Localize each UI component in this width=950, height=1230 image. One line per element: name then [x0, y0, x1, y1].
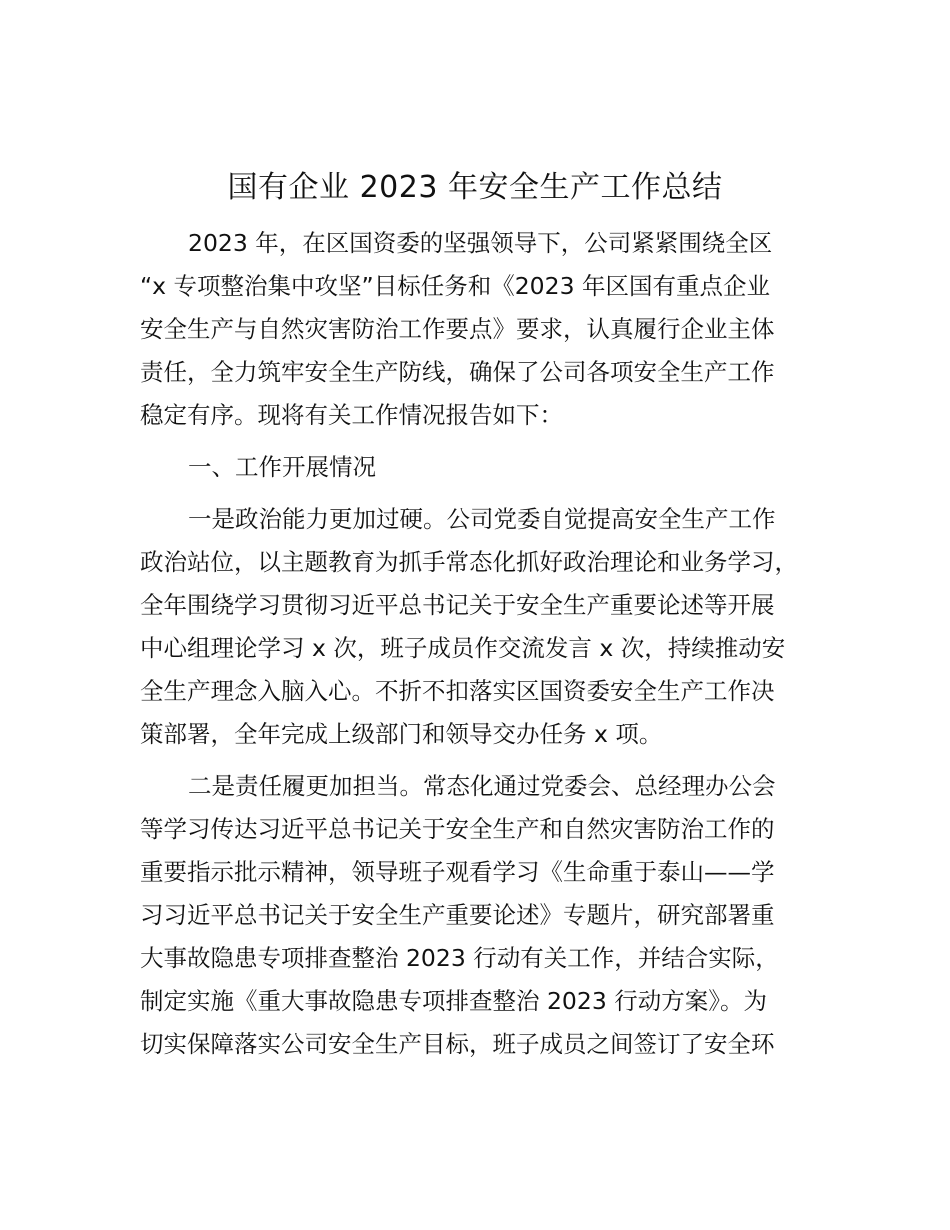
paragraph-line: 2023 年，在区国资委的坚强领导下，公司紧紧围绕全区	[188, 229, 773, 257]
paragraph-line: 二是责任履更加担当。常态化通过党委会、总经理办公会	[188, 772, 776, 800]
paragraph-line: “x 专项整治集中攻坚”目标任务和《2023 年区国有重点企业	[140, 272, 771, 300]
paragraph-line: 稳定有序。现将有关工作情况报告如下：	[140, 401, 563, 429]
paragraph-line: 一是政治能力更加过硬。公司党委自觉提高安全生产工作	[188, 505, 776, 533]
paragraph-line: 安全生产与自然灾害防治工作要点》要求，认真履行企业主体	[140, 315, 775, 343]
paragraph-line: 中心组理论学习 x 次，班子成员作交流发言 x 次，持续推动安	[140, 634, 786, 662]
paragraph-line: 责任，全力筑牢安全生产防线，确保了公司各项安全生产工作	[140, 358, 775, 386]
document-title: 国有企业 2023 年安全生产工作总结	[227, 170, 723, 205]
paragraph-line: 重要指示批示精神，领导班子观看学习《生命重于泰山——学	[140, 858, 775, 886]
section-heading: 一、工作开展情况	[188, 453, 376, 481]
paragraph-line: 政治站位，以主题教育为抓手常态化抓好政治理论和业务学习，	[140, 548, 798, 576]
document-body	[140, 222, 840, 1066]
paragraph-line: 制定实施《重大事故隐患专项排查整治 2023 行动方案》。为	[140, 987, 767, 1015]
paragraph-line: 策部署，全年完成上级部门和领导交办任务 x 项。	[140, 720, 663, 748]
paragraph-line: 大事故隐患专项排查整治 2023 行动有关工作，并结合实际，	[140, 944, 779, 972]
paragraph-line: 习习近平总书记关于安全生产重要论述》专题片，研究部署重	[140, 901, 775, 929]
paragraph-line: 等学习传达习近平总书记关于安全生产和自然灾害防治工作的	[140, 815, 775, 843]
paragraph-line: 全年围绕学习贯彻习近平总书记关于安全生产重要论述等开展	[140, 591, 775, 619]
paragraph-line: 切实保障落实公司安全生产目标，班子成员之间签订了安全环	[140, 1030, 775, 1058]
paragraph-line: 全生产理念入脑入心。不折不扣落实区国资委安全生产工作决	[140, 677, 775, 705]
